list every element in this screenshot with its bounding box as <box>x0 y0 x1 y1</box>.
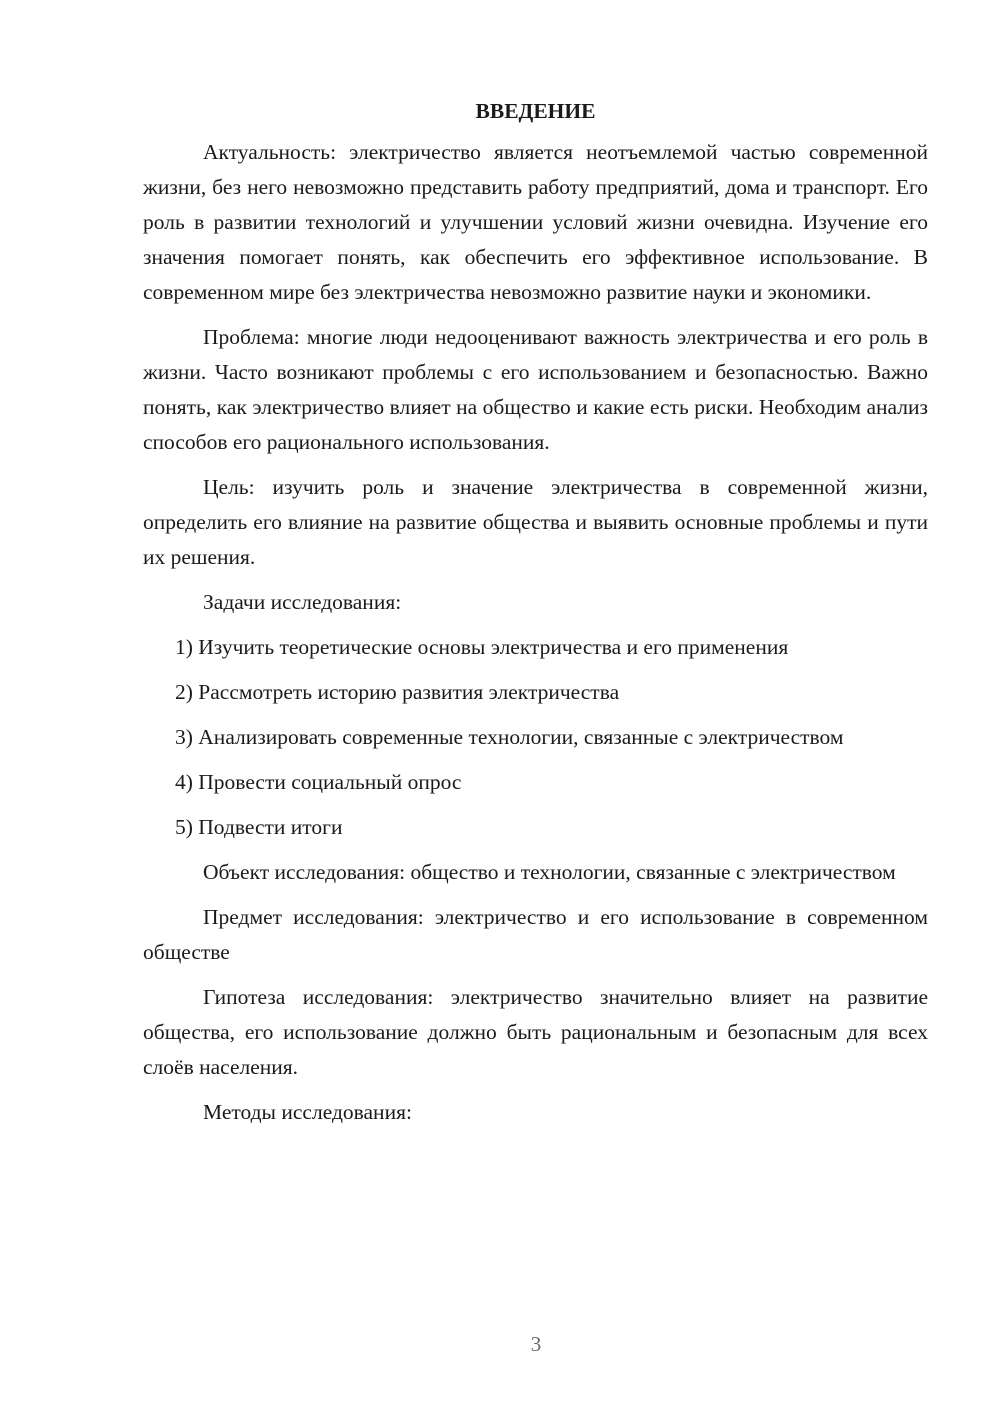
task-item-1: 1) Изучить теоретические основы электричества и его применения <box>175 635 789 659</box>
task-item-3: 3) Анализировать современные технологии, связанные с электричеством <box>175 725 844 749</box>
hypothesis-paragraph: Гипотеза исследования: электричество значительно влияет на развитие общества, его использование должно быть рациональным и безопасным для всех слоёв населения. <box>143 985 928 1079</box>
task-item-2: 2) Рассмотреть историю развития электричества <box>175 680 620 704</box>
subject-paragraph: Предмет исследования: электричество и его использование в современном обществе <box>143 905 928 964</box>
page-number: 3 <box>530 1332 542 1356</box>
goal-paragraph: Цель: изучить роль и значение электричества в современной жизни, определить его влияние на развитие общества и выявить основные проблемы и пути их решения. <box>143 475 928 569</box>
section-title: ВВЕДЕНИЕ <box>475 99 596 123</box>
object-paragraph: Объект исследования: общество и технологии, связанные с электричеством <box>203 860 896 884</box>
tasks-heading: Задачи исследования: <box>203 590 402 614</box>
relevance-paragraph: Актуальность: электричество является неотъемлемой частью современной жизни, без него невозможно представить работу предприятий, дома и транспорт. Его роль в развитии технологий и улучшении условий жизни очевидна. Изучение его значения помогает понять, как обеспечить его эффективное использование. В современном мире без электричества невозможно развитие науки и экономики. <box>143 140 928 304</box>
page-content <box>143 94 928 1140</box>
problem-paragraph: Проблема: многие люди недооценивают важность электричества и его роль в жизни. Часто возникают проблемы с его использованием и безопасностью. Важно понять, как электричество влияет на общество и какие есть риски. Необходим анализ способов его рационального использования. <box>143 325 928 454</box>
task-item-5: 5) Подвести итоги <box>175 815 343 839</box>
task-item-4: 4) Провести социальный опрос <box>175 770 462 794</box>
methods-heading: Методы исследования: <box>203 1100 412 1124</box>
